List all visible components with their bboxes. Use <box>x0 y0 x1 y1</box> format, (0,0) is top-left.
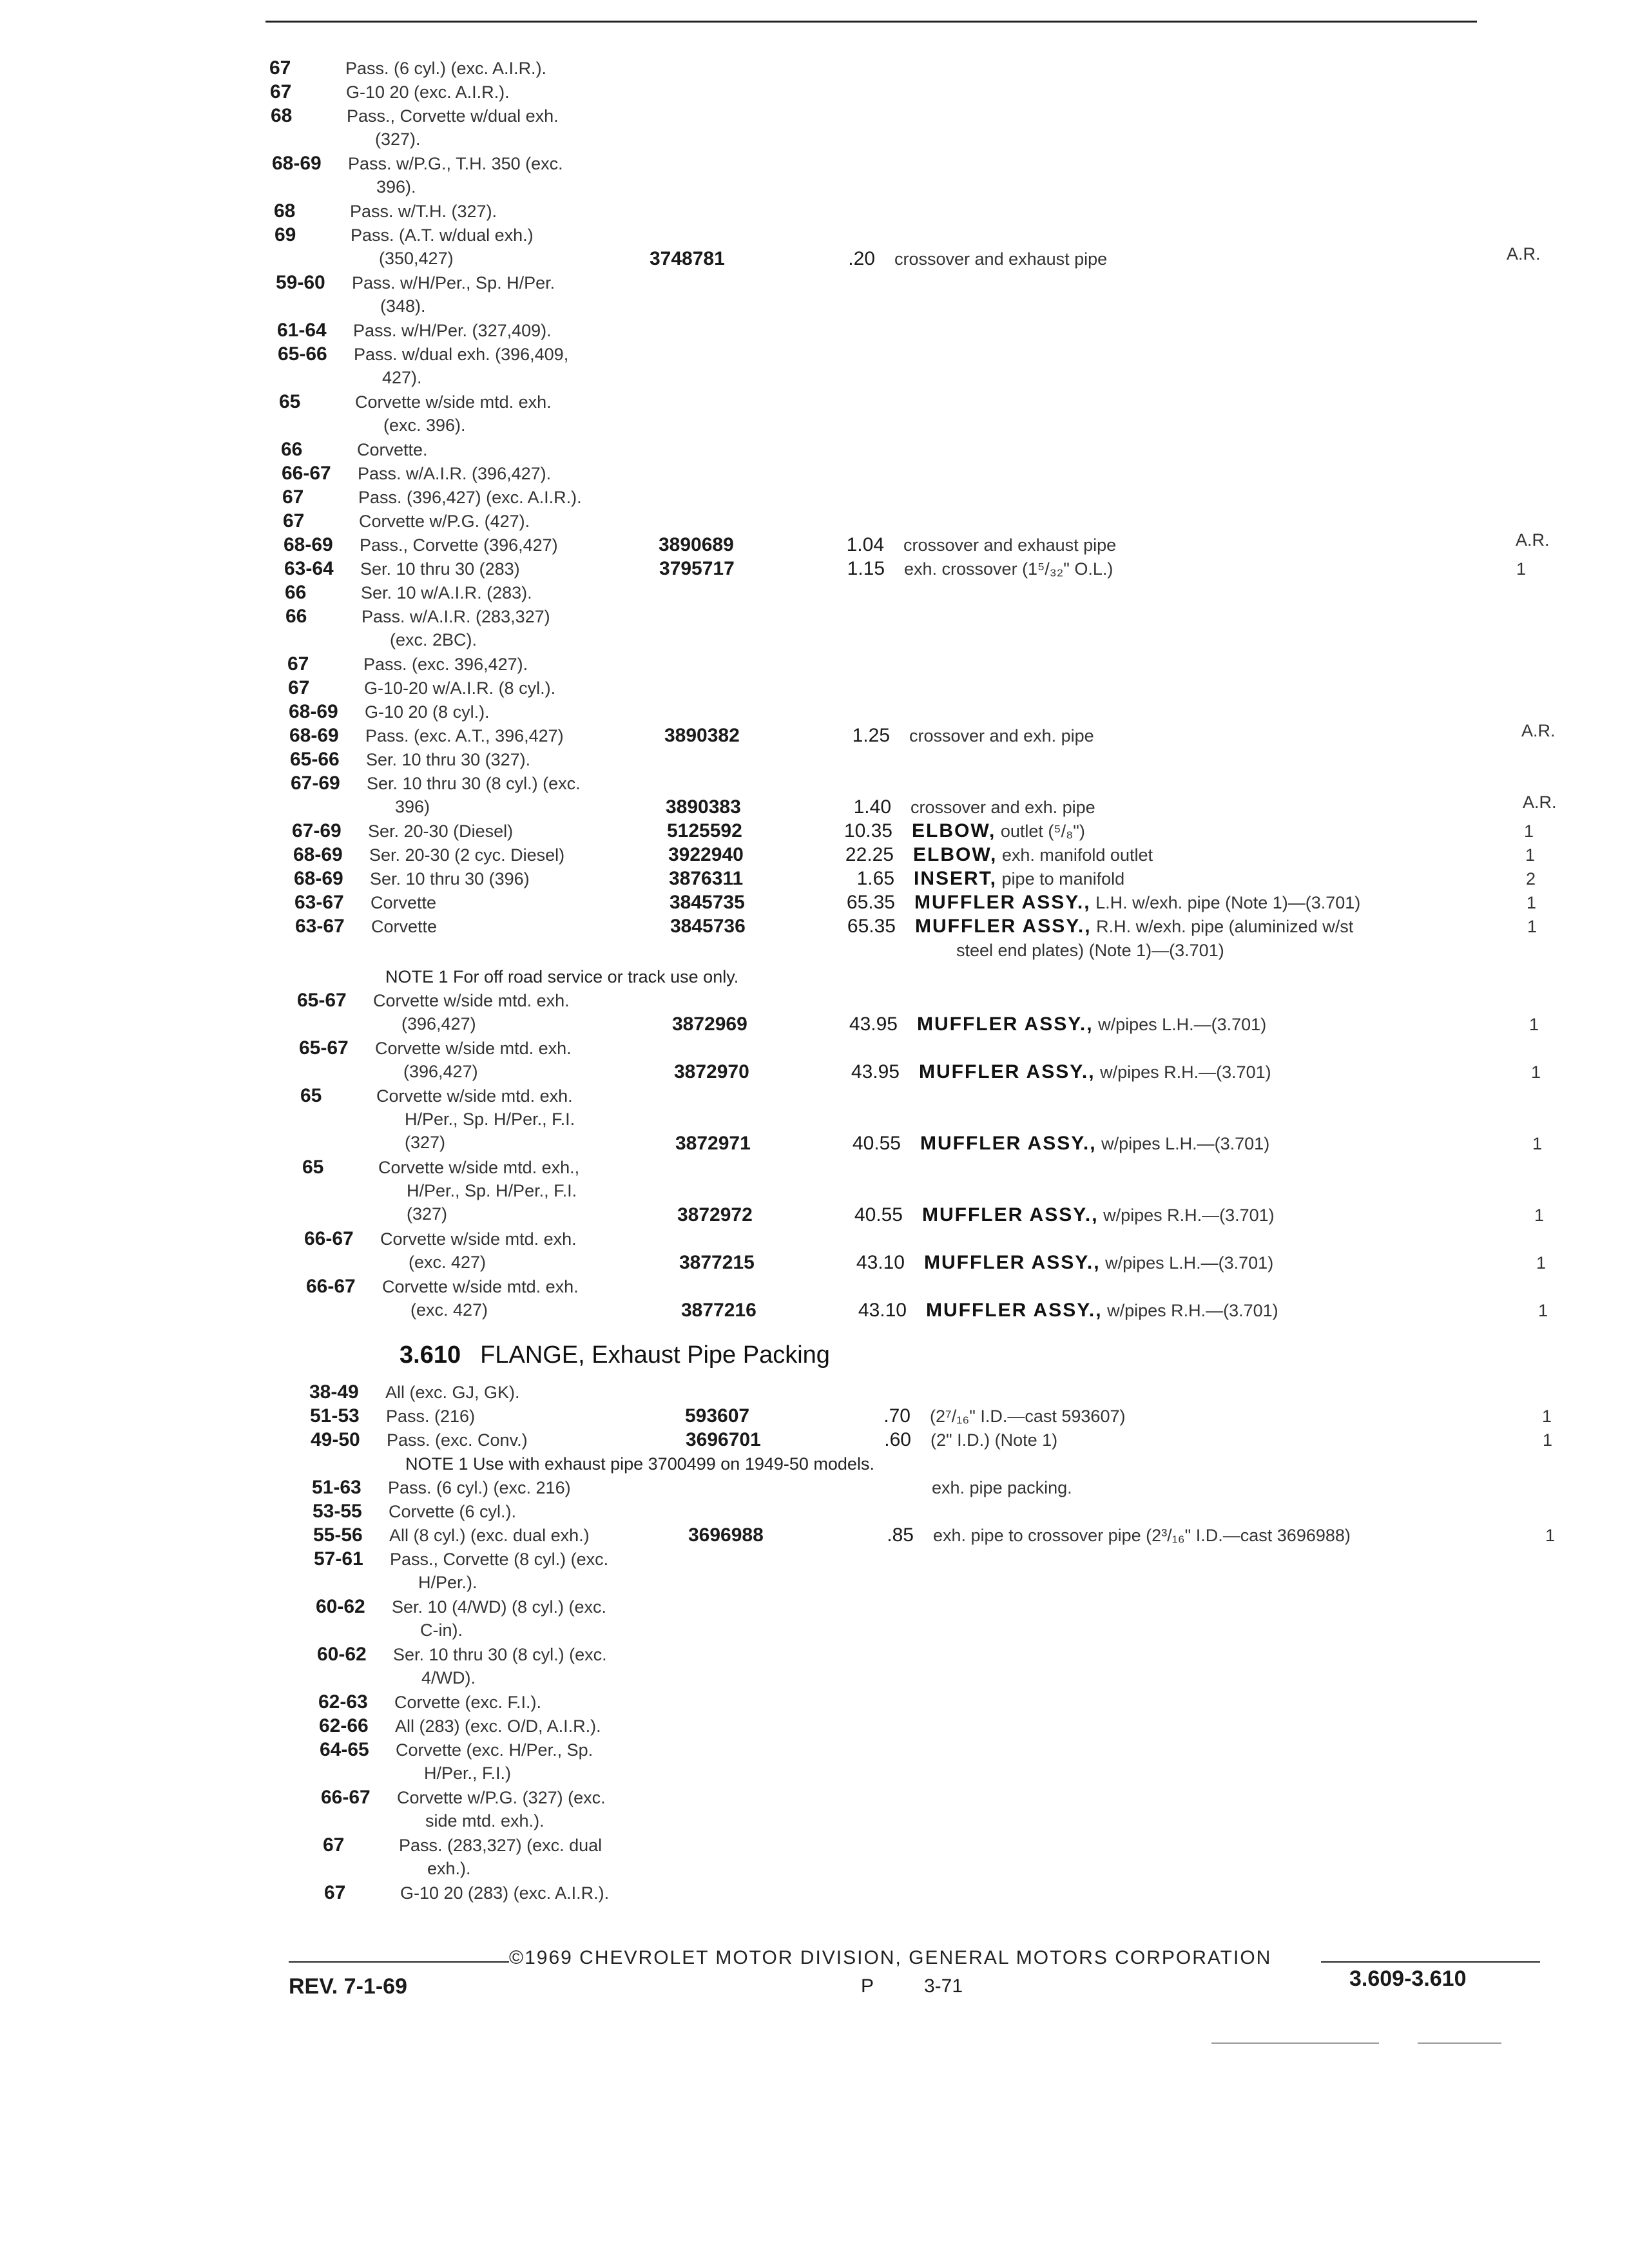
quantity: 1 <box>1527 917 1537 936</box>
list-price: 1.40 <box>853 796 891 818</box>
model-years: 68-69 <box>284 534 333 555</box>
description-text: exh. pipe to crossover pipe (2³/₁₆" I.D.—cast 3696988) <box>933 1526 1351 1545</box>
description-text: w/pipes R.H.—(3.701) <box>1098 1206 1275 1225</box>
application-line: 396). <box>376 177 416 197</box>
application <box>371 891 436 914</box>
description-text: L.H. w/exh. pipe (Note 1)—(3.701) <box>1090 893 1361 912</box>
part-number: 3890382 <box>664 725 740 746</box>
list-price: 43.95 <box>851 1061 900 1082</box>
list-price: 65.35 <box>847 916 896 937</box>
application-line: Ser. 10 thru 30 (8 cyl.) (exc. <box>367 774 581 793</box>
footer-rule-right <box>1321 1961 1540 1963</box>
application <box>393 1643 607 1689</box>
application-line: Corvette (exc. F.I.). <box>394 1693 542 1712</box>
application <box>385 1381 520 1404</box>
application-line: Ser. 10 thru 30 (396) <box>370 869 530 889</box>
description <box>894 247 1107 271</box>
application-line: G-10 20 (283) (exc. A.I.R.). <box>400 1883 610 1903</box>
list-price: 1.04 <box>846 534 884 555</box>
list-price: 40.55 <box>854 1204 903 1225</box>
application-line: Pass. w/H/Per., Sp. H/Per. <box>352 273 555 293</box>
application <box>364 677 555 700</box>
application-line: Ser. 10 w/A.I.R. (283). <box>361 583 532 602</box>
description <box>912 820 1085 843</box>
list-price: .60 <box>884 1429 911 1450</box>
application-line: All (exc. GJ, GK). <box>385 1383 520 1402</box>
description <box>911 796 1095 819</box>
section-heading <box>400 1341 830 1369</box>
application-line: (327). <box>375 130 421 149</box>
model-years: 67 <box>283 510 305 532</box>
application-line: Pass. (A.T. w/dual exh.) <box>351 226 534 245</box>
model-years: 53-55 <box>313 1501 362 1522</box>
application <box>386 1405 475 1428</box>
description-text: (2" I.D.) (Note 1) <box>930 1430 1058 1450</box>
application-line: Corvette <box>371 893 437 912</box>
quantity: 1 <box>1534 1206 1545 1225</box>
note-1: NOTE 1 Use with exhaust pipe 3700499 on 1949-50 models. <box>405 1454 874 1474</box>
quantity: 1 <box>1527 893 1537 912</box>
part-number: 3877216 <box>681 1300 757 1321</box>
application <box>375 1037 572 1083</box>
application-line: (327) <box>405 1133 446 1152</box>
application-line: 4/WD). <box>421 1668 476 1687</box>
model-years: 61-64 <box>277 320 327 341</box>
model-years: 67 <box>269 57 291 79</box>
model-years: 68 <box>274 200 296 222</box>
description-text: outlet (⁵/₈") <box>996 822 1085 841</box>
application <box>370 867 530 890</box>
application-line: All (8 cyl.) (exc. dual exh.) <box>389 1526 590 1545</box>
application-line: (exc. 396). <box>383 416 466 435</box>
application-line: Corvette w/P.G. (427). <box>359 512 530 531</box>
quantity: 1 <box>1536 1253 1547 1273</box>
application-line: Pass. w/A.I.R. (396,427). <box>358 464 552 483</box>
model-years: 60-62 <box>316 1596 365 1617</box>
application-line: (exc. 2BC). <box>390 630 477 649</box>
application-line: Pass. (6 cyl.) (exc. A.I.R.). <box>345 59 547 78</box>
application-line: Corvette. <box>357 440 428 459</box>
application-line: Corvette w/side mtd. exh. <box>380 1229 577 1249</box>
application-line: Pass., Corvette w/dual exh. <box>347 106 559 126</box>
application <box>371 915 437 938</box>
model-years: 63-67 <box>295 916 345 937</box>
description-heading: INSERT, <box>914 868 998 889</box>
application-line: H/Per., Sp. H/Per., F.I. <box>405 1110 575 1129</box>
quantity: 1 <box>1538 1301 1548 1320</box>
quantity: A.R. <box>1521 721 1556 740</box>
application-line: Pass. w/A.I.R. (283,327) <box>361 607 550 626</box>
application <box>358 486 582 509</box>
application <box>346 81 510 104</box>
part-number: 3890383 <box>666 796 741 818</box>
quantity: 1 <box>1529 1015 1539 1034</box>
application <box>353 319 552 342</box>
description-heading: MUFFLER ASSY., <box>924 1252 1101 1273</box>
application-line: Pass. (283,327) (exc. dual <box>399 1836 602 1855</box>
application <box>392 1595 606 1642</box>
part-number: 3876311 <box>669 868 744 889</box>
list-price: 43.10 <box>858 1300 907 1321</box>
model-years: 67 <box>270 81 292 102</box>
part-number: 3795717 <box>659 558 735 579</box>
top-rule <box>265 21 1477 23</box>
application <box>365 700 490 724</box>
description-text: w/pipes L.H.—(3.701) <box>1093 1015 1267 1034</box>
part-number: 3872972 <box>677 1204 753 1225</box>
section-title: FLANGE, Exhaust Pipe Packing <box>480 1341 830 1369</box>
part-number: 3922940 <box>668 844 744 865</box>
application-line: Pass. (exc. A.T., 396,427) <box>365 726 564 745</box>
application-line: Pass. w/T.H. (327). <box>350 202 497 221</box>
description-heading: MUFFLER ASSY., <box>926 1300 1103 1321</box>
model-years: 65-66 <box>278 343 327 365</box>
application <box>361 581 532 604</box>
model-years: 66-67 <box>304 1228 354 1249</box>
description-continued: steel end plates) (Note 1)—(3.701) <box>956 941 1224 960</box>
application <box>390 1548 608 1594</box>
description <box>904 557 1113 581</box>
model-years: 57-61 <box>314 1548 363 1570</box>
section-number: 3.610 <box>400 1341 461 1369</box>
application-line: Corvette (6 cyl.). <box>389 1502 517 1521</box>
page-number: 3-71 <box>924 1975 963 1997</box>
quantity: 1 <box>1525 845 1536 865</box>
list-price: 65.35 <box>846 892 895 913</box>
quantity: 1 <box>1532 1134 1543 1153</box>
description-text: pipe to manifold <box>997 869 1125 889</box>
list-price: .20 <box>848 248 875 269</box>
quantity: 1 <box>1543 1430 1553 1450</box>
quantity: 1 <box>1545 1526 1556 1545</box>
application-line: Ser. 20-30 (2 cyc. Diesel) <box>369 845 565 865</box>
application <box>367 772 581 818</box>
model-years: 67-69 <box>292 820 342 841</box>
description-text: crossover and exh. pipe <box>909 726 1094 745</box>
part-number: 3872970 <box>674 1061 749 1082</box>
application-line: Corvette w/side mtd. exh., <box>378 1158 580 1177</box>
part-number: 3748781 <box>650 248 725 269</box>
application <box>366 748 530 771</box>
application <box>361 605 550 651</box>
application-line: Corvette w/side mtd. exh. <box>382 1277 579 1296</box>
application-line: Pass. (6 cyl.) (exc. 216) <box>388 1478 571 1497</box>
model-years: 66 <box>285 606 307 627</box>
description <box>913 843 1153 867</box>
list-price: 43.10 <box>856 1252 905 1273</box>
application <box>368 820 513 843</box>
part-number: 5125592 <box>667 820 742 841</box>
part-number: 3845735 <box>670 892 745 913</box>
description <box>909 724 1094 747</box>
application-line: Corvette w/side mtd. exh. <box>376 1086 573 1106</box>
description-heading: MUFFLER ASSY., <box>914 892 1091 913</box>
part-number: 3872969 <box>672 1014 747 1035</box>
model-years: 69 <box>275 224 296 245</box>
model-years: 68-69 <box>289 701 338 722</box>
application-line: side mtd. exh.). <box>425 1811 545 1831</box>
description <box>917 1013 1266 1036</box>
list-price: 1.15 <box>847 558 885 579</box>
model-years: 51-53 <box>310 1405 360 1427</box>
list-price: 1.25 <box>852 725 890 746</box>
model-years: 68-69 <box>289 725 339 746</box>
application-line: Pass. w/dual exh. (396,409, <box>354 345 569 364</box>
model-years: 67 <box>324 1882 346 1903</box>
quantity: 1 <box>1531 1062 1541 1082</box>
application-line: All (283) (exc. O/D, A.I.R.). <box>395 1716 601 1736</box>
description-text: w/pipes L.H.—(3.701) <box>1100 1253 1274 1273</box>
application <box>373 989 570 1035</box>
description-text: (2⁷/₁₆" I.D.—cast 593607) <box>930 1407 1126 1426</box>
application <box>360 557 520 581</box>
part-number: 593607 <box>685 1405 750 1427</box>
quantity: 1 <box>1516 559 1527 579</box>
description-text: exh. manifold outlet <box>997 845 1153 865</box>
application <box>358 462 551 485</box>
application-line: Ser. 10 thru 30 (8 cyl.) (exc. <box>393 1645 607 1664</box>
page-prefix: P <box>861 1975 874 1997</box>
model-years: 66-67 <box>321 1787 371 1808</box>
part-number: 3696988 <box>688 1524 764 1546</box>
model-years: 67 <box>287 653 309 675</box>
quantity: 2 <box>1526 869 1536 889</box>
model-years: 66-67 <box>282 463 331 484</box>
description-text: crossover and exhaust pipe <box>903 535 1117 555</box>
description-text: crossover and exh. pipe <box>911 798 1095 817</box>
description-text: w/pipes L.H.—(3.701) <box>1096 1134 1270 1153</box>
model-years: 67 <box>288 677 310 698</box>
description <box>930 1405 1125 1428</box>
application-line: Pass. (216) <box>386 1407 476 1426</box>
description-text: R.H. w/exh. pipe (aluminized w/st <box>1091 917 1354 936</box>
footer-rule-left <box>289 1961 509 1963</box>
application-line: G-10-20 w/A.I.R. (8 cyl.). <box>364 678 556 698</box>
application-line: C-in). <box>420 1620 463 1640</box>
model-years: 55-56 <box>313 1524 363 1546</box>
application-line: Corvette <box>371 917 438 936</box>
model-years: 51-63 <box>312 1477 361 1498</box>
description-text: exh. pipe packing. <box>932 1478 1072 1497</box>
description-heading: MUFFLER ASSY., <box>920 1133 1097 1154</box>
description <box>914 891 1360 914</box>
part-number: 3696701 <box>686 1429 761 1450</box>
application <box>348 152 563 198</box>
model-years: 63-64 <box>284 558 334 579</box>
description-text: crossover and exhaust pipe <box>894 249 1108 269</box>
application-line: Pass. (396,427) (exc. A.I.R.). <box>358 488 582 507</box>
application <box>359 510 530 533</box>
description <box>924 1251 1273 1274</box>
list-price: 1.65 <box>856 868 894 889</box>
list-price: 43.95 <box>849 1014 898 1035</box>
application <box>360 533 558 557</box>
list-price: .70 <box>883 1405 911 1427</box>
description-text: w/pipes R.H.—(3.701) <box>1095 1062 1271 1082</box>
description <box>915 915 1353 938</box>
application <box>345 57 546 80</box>
note-1: NOTE 1 For off road service or track use only. <box>385 967 739 986</box>
model-years: 63-67 <box>294 892 344 913</box>
model-years: 68-69 <box>294 868 343 889</box>
application-line: Corvette w/side mtd. exh. <box>373 991 570 1010</box>
description-heading: ELBOW, <box>912 820 996 841</box>
application-line: exh.). <box>427 1859 471 1878</box>
application <box>389 1500 516 1523</box>
application <box>350 200 497 223</box>
application-line: Corvette w/P.G. (327) (exc. <box>397 1788 606 1807</box>
application <box>369 843 564 867</box>
application <box>395 1715 601 1738</box>
application <box>365 724 564 747</box>
model-years: 65 <box>300 1085 322 1106</box>
application-line: Ser. 10 (4/WD) (8 cyl.) (exc. <box>392 1597 607 1617</box>
part-number: 3877215 <box>679 1252 755 1273</box>
list-price: .85 <box>887 1524 914 1546</box>
application <box>382 1275 579 1321</box>
description <box>920 1132 1269 1155</box>
application <box>389 1524 590 1547</box>
application <box>380 1227 577 1274</box>
application-line: 427). <box>382 368 422 387</box>
application-line: Pass., Corvette (8 cyl.) (exc. <box>390 1550 609 1569</box>
application <box>355 390 552 437</box>
application-line: (exc. 427) <box>410 1300 488 1320</box>
model-years: 65-66 <box>290 749 340 770</box>
application <box>351 224 534 270</box>
part-number: 3872971 <box>675 1133 751 1154</box>
quantity: 1 <box>1542 1407 1552 1426</box>
model-years: 67 <box>282 486 304 508</box>
scan-mark-2 <box>1418 2042 1501 2044</box>
application-line: Ser. 10 thru 30 (327). <box>366 750 531 769</box>
model-years: 65-67 <box>297 990 347 1011</box>
list-price: 10.35 <box>843 820 892 841</box>
application <box>378 1156 579 1225</box>
application-line: 396) <box>395 797 430 816</box>
model-years: 49-50 <box>311 1429 360 1450</box>
application-line: Pass. w/P.G., T.H. 350 (exc. <box>348 154 563 173</box>
description-text: w/pipes R.H.—(3.701) <box>1102 1301 1278 1320</box>
description-heading: MUFFLER ASSY., <box>917 1014 1094 1035</box>
model-years: 66-67 <box>306 1276 356 1297</box>
description <box>919 1061 1271 1084</box>
application-line: Corvette w/side mtd. exh. <box>375 1039 572 1058</box>
model-years: 66 <box>281 439 303 460</box>
application-line: Pass. w/H/Per. (327,409). <box>353 321 552 340</box>
description <box>930 1428 1057 1452</box>
application-line: Pass. (exc. 396,427). <box>363 655 528 674</box>
description-heading: ELBOW, <box>913 844 998 865</box>
list-price: 22.25 <box>845 844 894 865</box>
application-line: G-10 20 (8 cyl.). <box>365 702 490 722</box>
application <box>363 653 528 676</box>
application-line: (327) <box>407 1204 448 1224</box>
description <box>922 1204 1275 1227</box>
application-line: (350,427) <box>379 249 454 268</box>
model-years: 68-69 <box>272 153 322 174</box>
description <box>926 1299 1278 1322</box>
application-line: Pass., Corvette (396,427) <box>360 535 558 555</box>
quantity: A.R. <box>1523 793 1557 812</box>
description <box>933 1524 1351 1547</box>
model-years: 68-69 <box>293 844 343 865</box>
application-line: H/Per.). <box>418 1573 477 1592</box>
model-years: 64-65 <box>320 1739 369 1760</box>
application <box>376 1084 575 1154</box>
footer-copyright: ©1969 CHEVROLET MOTOR DIVISION, GENERAL MOTORS CORPORATION <box>509 1947 1272 1968</box>
application <box>396 1738 593 1785</box>
part-number: 3845736 <box>670 916 746 937</box>
application <box>388 1476 571 1499</box>
model-years: 38-49 <box>309 1381 359 1403</box>
application <box>400 1881 609 1905</box>
model-years: 60-62 <box>317 1644 367 1665</box>
model-years: 65-67 <box>299 1037 349 1059</box>
part-number: 3890689 <box>659 534 734 555</box>
group-range: 3.609-3.610 <box>1349 1966 1467 1991</box>
application-line: Ser. 20-30 (Diesel) <box>368 822 514 841</box>
application-line: H/Per., F.I.) <box>424 1763 512 1783</box>
model-years: 65 <box>302 1157 324 1178</box>
application-line: Ser. 10 thru 30 (283) <box>360 559 520 579</box>
quantity: 1 <box>1524 822 1534 841</box>
model-years: 62-66 <box>319 1715 369 1736</box>
revision-date: REV. 7-1-69 <box>289 1974 407 1999</box>
application-line: Pass. (exc. Conv.) <box>387 1430 528 1450</box>
description <box>903 533 1116 557</box>
application <box>387 1428 528 1452</box>
model-years: 59-60 <box>276 272 325 293</box>
application-line: Corvette w/side mtd. exh. <box>355 392 552 412</box>
application <box>357 438 428 461</box>
model-years: 65 <box>279 391 301 412</box>
application-line: (396,427) <box>403 1062 478 1081</box>
application-line: Corvette (exc. H/Per., Sp. <box>396 1740 593 1760</box>
application <box>397 1786 606 1832</box>
model-years: 67 <box>323 1834 345 1856</box>
application <box>399 1834 602 1880</box>
description-heading: MUFFLER ASSY., <box>915 916 1092 937</box>
description <box>914 867 1124 890</box>
description-text: exh. crossover (1⁵/₃₂" O.L.) <box>904 559 1113 579</box>
model-years: 62-63 <box>318 1691 368 1713</box>
list-price: 40.55 <box>852 1133 901 1154</box>
model-years: 68 <box>271 105 293 126</box>
application-line: (396,427) <box>401 1014 476 1033</box>
model-years: 66 <box>285 582 307 603</box>
application-line: G-10 20 (exc. A.I.R.). <box>346 82 510 102</box>
model-years: 67-69 <box>291 773 340 794</box>
description-heading: MUFFLER ASSY., <box>919 1061 1095 1082</box>
quantity: A.R. <box>1516 530 1550 550</box>
quantity: A.R. <box>1507 244 1541 264</box>
scan-mark-1 <box>1211 2042 1379 2044</box>
description-heading: MUFFLER ASSY., <box>922 1204 1099 1225</box>
application-line: (exc. 427) <box>409 1253 487 1272</box>
application <box>394 1691 541 1714</box>
application-line: (348). <box>380 296 426 316</box>
application <box>347 104 559 151</box>
application-line: H/Per., Sp. H/Per., F.I. <box>407 1181 577 1200</box>
application <box>354 343 568 389</box>
application <box>352 271 555 318</box>
description <box>932 1476 1072 1499</box>
